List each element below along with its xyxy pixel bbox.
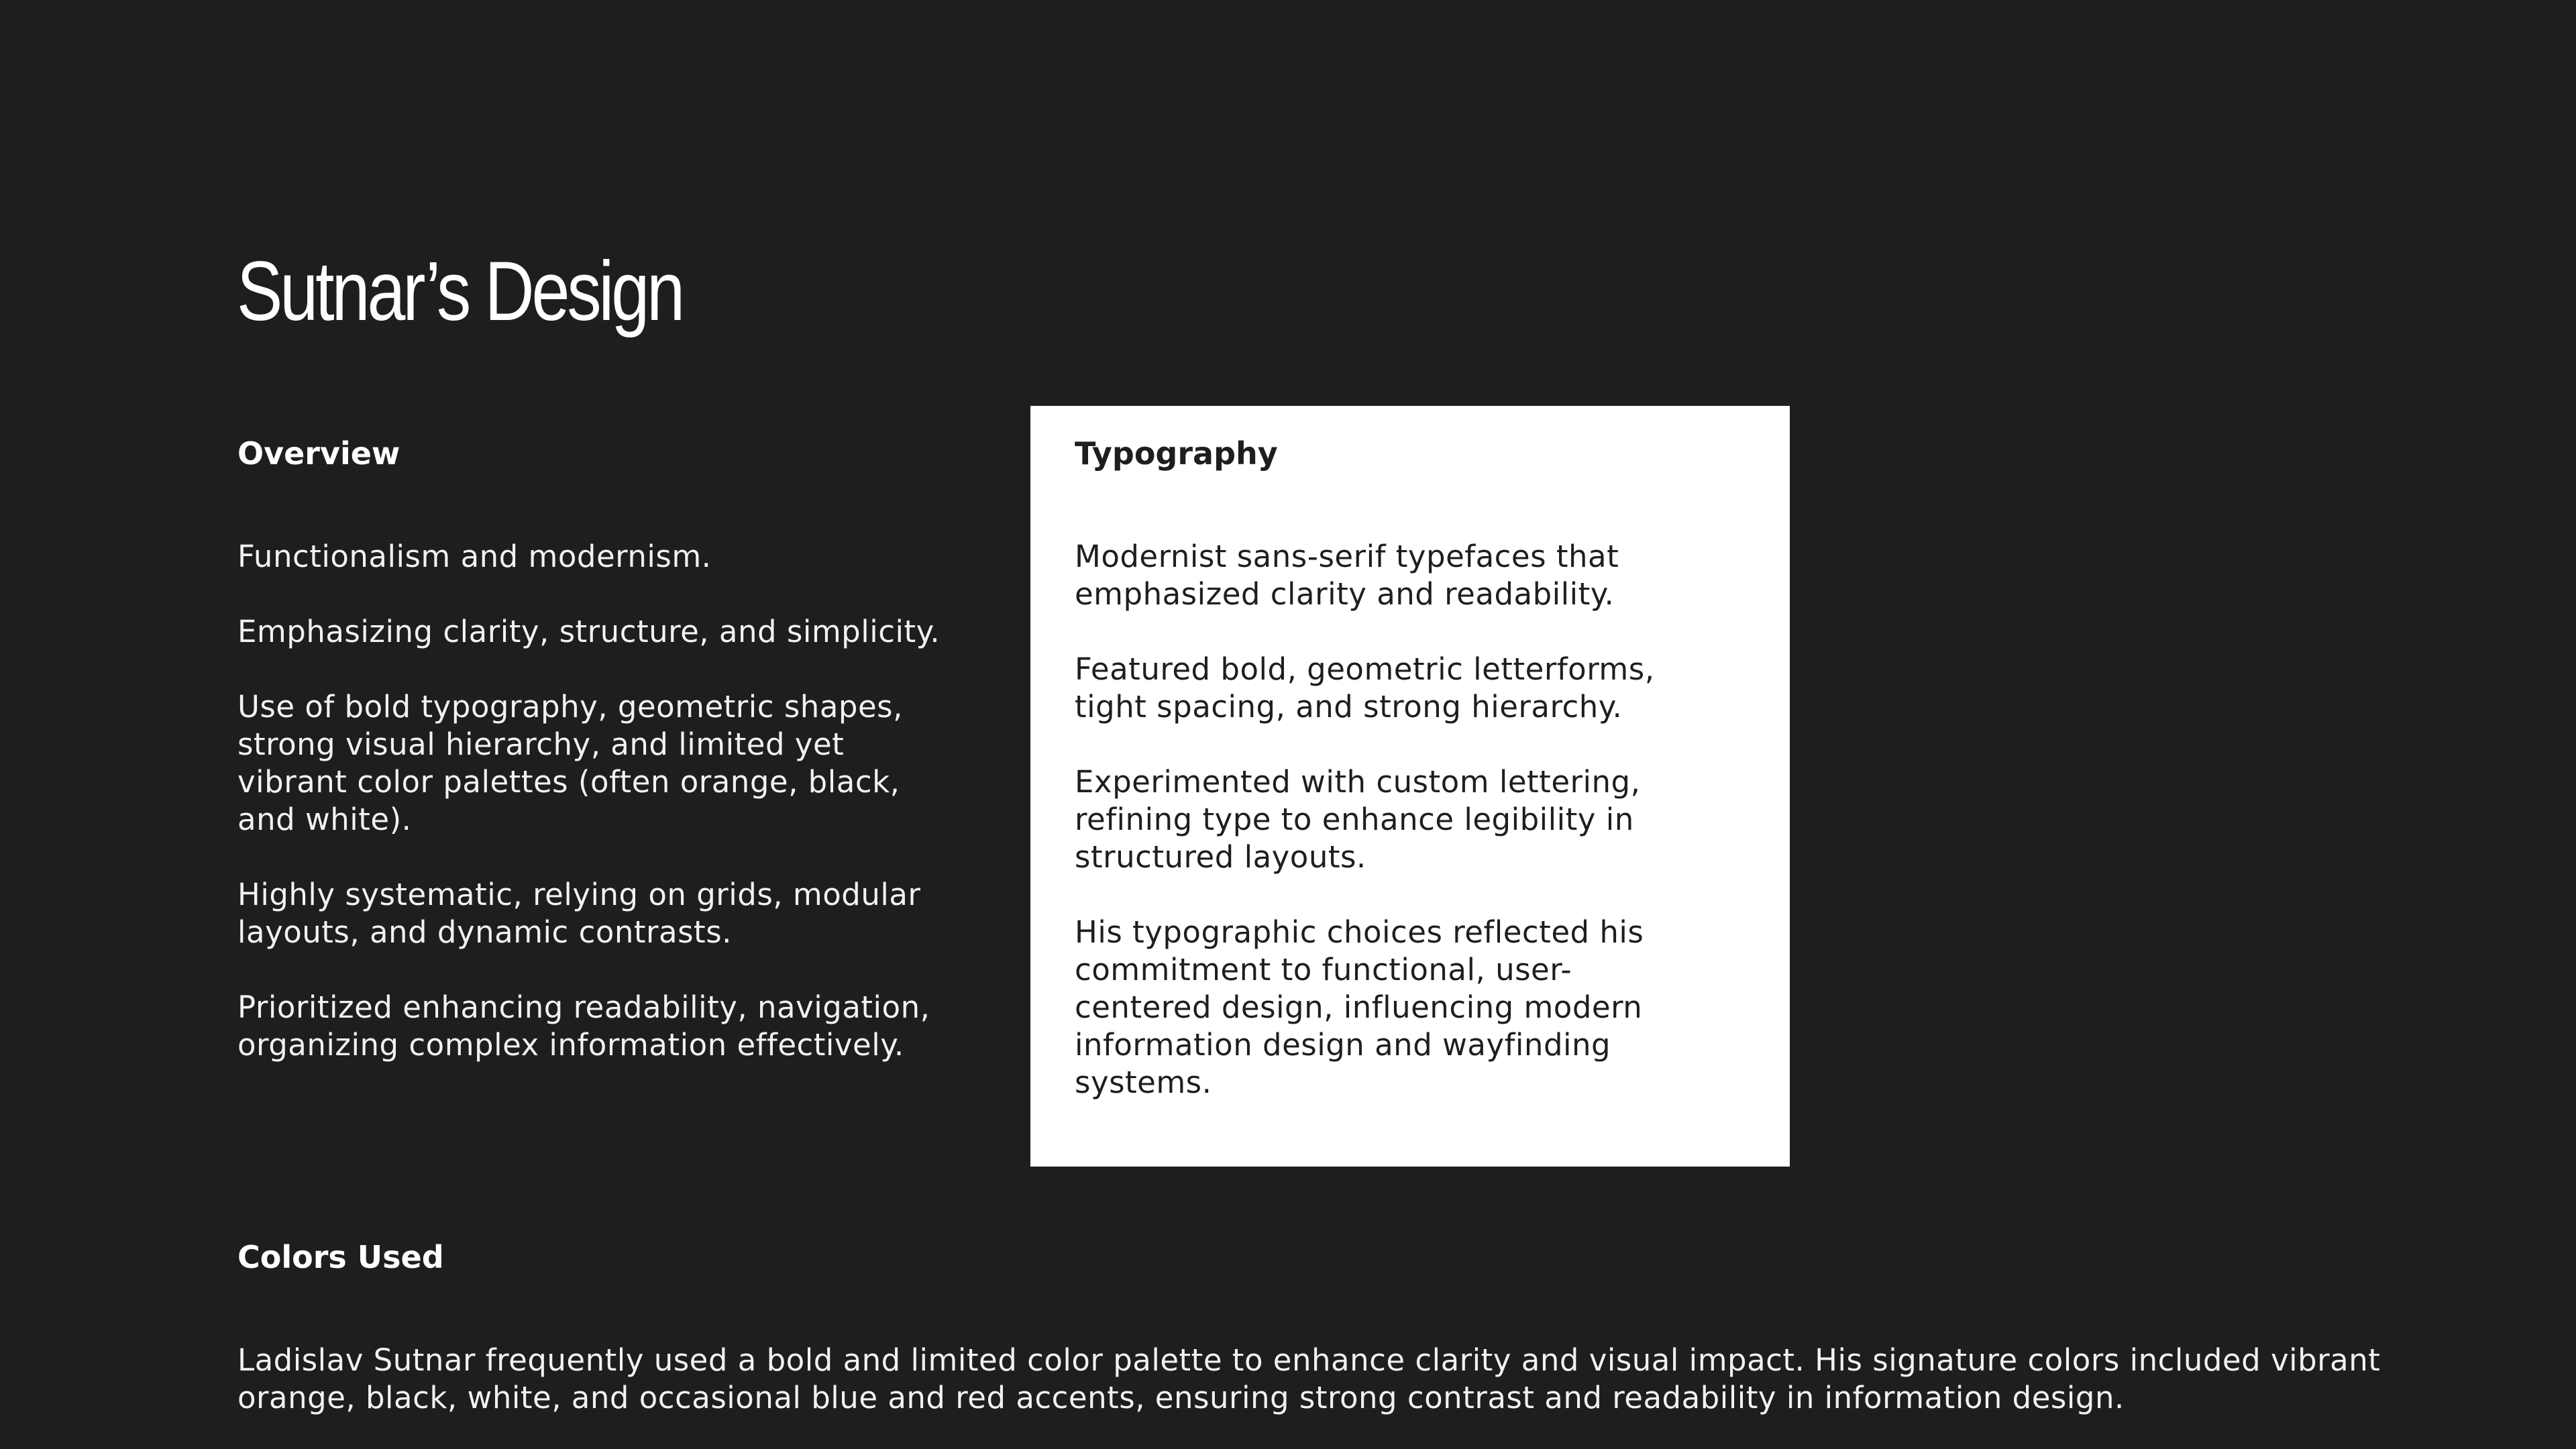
overview-section (237, 435, 949, 1102)
overview-item: Emphasizing clarity, structure, and simplicity. (237, 614, 941, 649)
overview-heading: Overview (237, 435, 400, 472)
typography-heading: Typography (1075, 435, 1278, 472)
colors-used-heading: Colors Used (237, 1239, 444, 1275)
colors-used-section (237, 1238, 2384, 1417)
typography-item: Featured bold, geometric letterforms, tight spacing, and strong hierarchy. (1075, 651, 1655, 724)
typography-item: His typographic choices reflected his commitment to functional, user-centered design, influencing modern information design and wayfinding systems. (1075, 914, 1644, 1100)
overview-list (237, 538, 949, 1064)
overview-item: Prioritized enhancing readability, navigation, organizing complex information effectively. (237, 989, 930, 1063)
page-title: Sutnar’s Design (237, 245, 683, 338)
typography-list (1075, 538, 1678, 1102)
overview-item: Use of bold typography, geometric shapes, strong visual hierarchy, and limited yet vibrant color palettes (often orange, black, and white). (237, 689, 903, 837)
colors-used-text: Ladislav Sutnar frequently used a bold and limited color palette to enhance clarity and visual impact. His signature colors included vibrant orange, black, white, and occasional blue and red accents, ensuring strong contrast and readability in information design. (237, 1342, 2381, 1415)
typography-item: Experimented with custom lettering, refining type to enhance legibility in structured layouts. (1075, 764, 1641, 875)
typography-item: Modernist sans-serif typefaces that emphasized clarity and readability. (1075, 539, 1619, 612)
overview-item: Functionalism and modernism. (237, 539, 712, 574)
overview-item: Highly systematic, relying on grids, modular layouts, and dynamic contrasts. (237, 877, 921, 950)
typography-card (1030, 406, 1790, 1167)
